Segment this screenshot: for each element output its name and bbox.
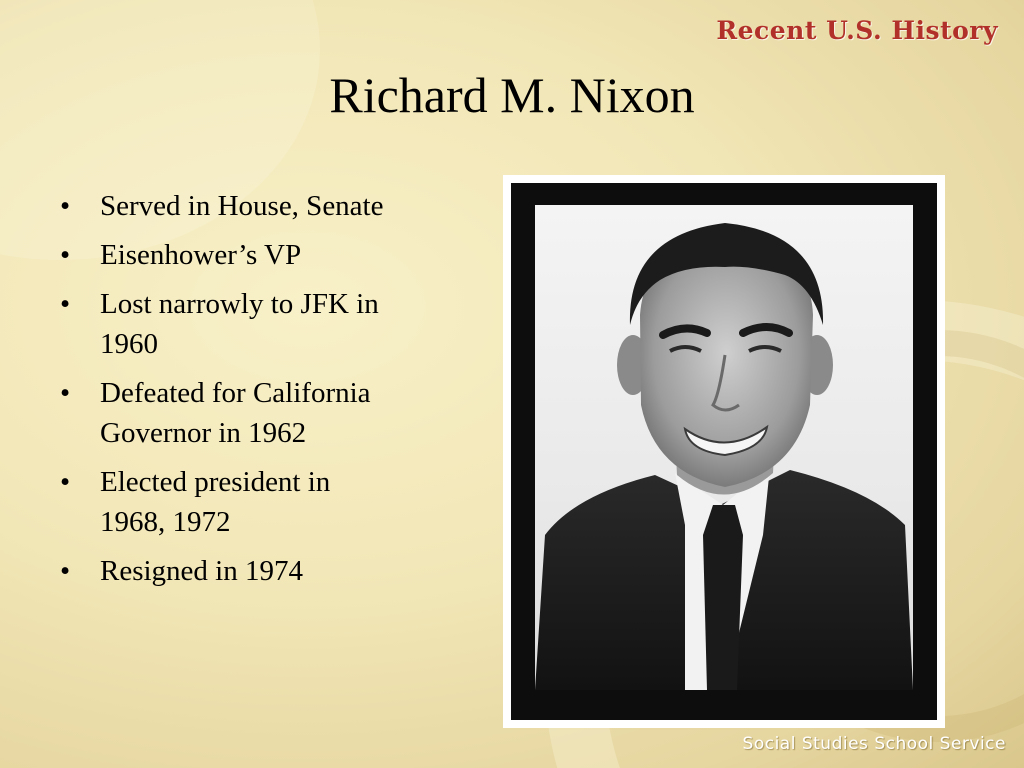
publisher-footer: Social Studies School Service [742, 734, 1006, 754]
portrait-photo [535, 205, 913, 690]
bullet-icon: • [60, 190, 71, 222]
bullet-item [60, 551, 460, 591]
bullet-text: Served in House, Senate [100, 190, 384, 222]
portrait-frame [503, 175, 945, 728]
bullet-icon: • [60, 377, 71, 409]
portrait-border [511, 183, 937, 720]
bullet-icon: • [60, 288, 71, 320]
bullet-icon: • [60, 239, 71, 271]
bullet-item [60, 235, 460, 275]
bullet-item [60, 284, 400, 364]
bullet-icon: • [60, 466, 71, 498]
bullet-text: Elected president in 1968, 1972 [100, 466, 331, 538]
bullet-text: Eisenhower’s VP [100, 239, 302, 271]
bullet-item [60, 373, 440, 453]
bullet-list [60, 186, 460, 600]
bullet-text: Lost narrowly to JFK in 1960 [100, 288, 379, 360]
portrait-illustration [535, 205, 913, 690]
brand-title: Recent U.S. History [716, 16, 998, 45]
bullet-item [60, 462, 400, 542]
bullet-text: Resigned in 1974 [100, 555, 303, 587]
slide-title: Richard M. Nixon [329, 67, 695, 123]
bullet-icon: • [60, 555, 71, 587]
bullet-text: Defeated for California Governor in 1962 [100, 377, 371, 449]
bullet-item [60, 186, 460, 226]
